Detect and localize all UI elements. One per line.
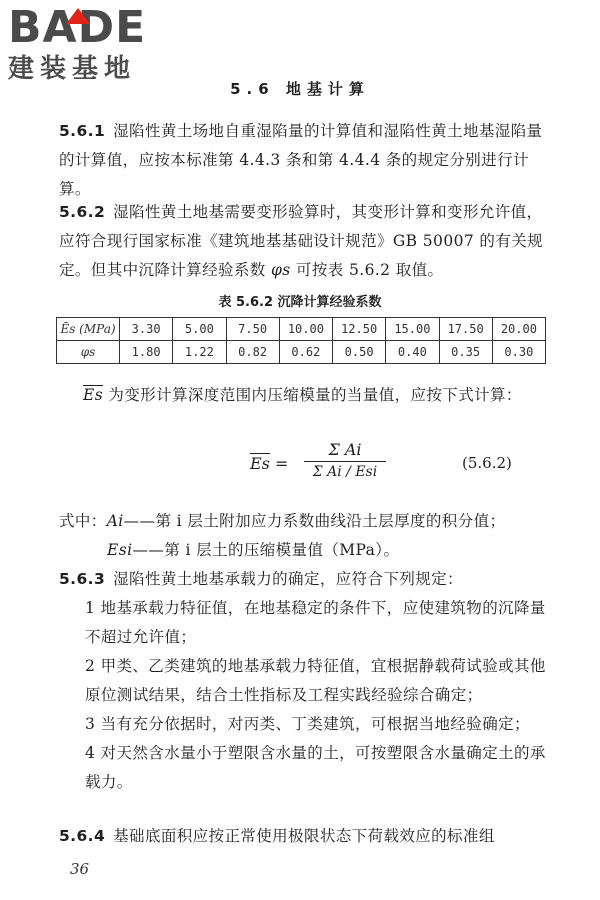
- table-cell: 17.50: [439, 318, 492, 341]
- table-cell: 1.22: [173, 341, 226, 364]
- table-cell: 1.80: [120, 341, 173, 364]
- table-cell: 7.50: [226, 318, 279, 341]
- a-definition: ——第 i 层土附加应力系数曲线沿土层厚度的积分值；: [123, 512, 506, 530]
- table-cell: 3.30: [120, 318, 173, 341]
- list-item: 2 甲类、乙类建筑的地基承载力特征值，宜根据静载荷试验或其他原位测试结果，结合土性指标及工程实践经验综合确定；: [85, 657, 546, 704]
- clause-5-6-1: [59, 117, 549, 204]
- clause-number: 5.6.4: [59, 827, 106, 845]
- formula-lhs: $\overline{Es}$: [250, 454, 270, 473]
- formula-5-6-2: [250, 440, 550, 514]
- table-cell: 0.40: [386, 341, 439, 364]
- a-symbol: Ai: [106, 512, 124, 530]
- logo-main-text: BADE: [8, 2, 147, 53]
- table-title: 表 5.6.2 沉降计算经验系数: [218, 295, 382, 310]
- table-row-header: φs: [57, 341, 120, 364]
- formula-explanation: [59, 381, 549, 410]
- equation-number: (5.6.2): [462, 454, 512, 472]
- table-cell: 0.62: [279, 341, 332, 364]
- formula-denominator: Σ Ai / Esi: [312, 464, 378, 480]
- clause-text: 湿陷性黄土场地自重湿陷量的计算值和湿陷性黄土地基湿陷量的计算值，应按本标准第 4.4.3 条和第 4.4.4 条的规定分别进行计算。: [59, 122, 543, 198]
- table-row: [57, 341, 546, 364]
- clause-text: 基础底面积应按正常使用极限状态下荷载效应的标准组: [113, 827, 495, 845]
- esi-symbol: Esi: [107, 541, 133, 559]
- table-cell: 0.50: [333, 341, 386, 364]
- formula-numerator: Σ Ai: [328, 440, 362, 459]
- clause-5-6-3: [59, 565, 549, 797]
- logo-accent-icon: [66, 8, 90, 24]
- page-number: 36: [70, 860, 90, 878]
- table-cell: 10.00: [279, 318, 332, 341]
- table-cell: 0.82: [226, 341, 279, 364]
- clause-number: 5.6.1: [59, 122, 106, 140]
- es-symbol: $\overline{Es}$: [83, 386, 104, 404]
- logo-sub-text: 建装基地: [8, 54, 137, 84]
- table-cell: 15.00: [386, 318, 439, 341]
- clause-text: 湿陷性黄土地基承载力的确定，应符合下列规定：: [113, 570, 463, 588]
- list-item: 1 地基承载力特征值，在地基稳定的条件下，应使建筑物的沉降量不超过允许值；: [85, 599, 546, 646]
- table-cell: 12.50: [333, 318, 386, 341]
- table-row: [57, 318, 546, 341]
- where-lead: 式中：: [59, 512, 107, 530]
- phi-symbol: φs: [271, 261, 291, 279]
- list-item: 4 对天然含水量小于塑限含水量的土，可按塑限含水量确定土的承载力。: [85, 744, 546, 791]
- section-title: 5.6 地基计算: [230, 80, 370, 98]
- table-cell: 20.00: [492, 318, 545, 341]
- coefficient-table: [56, 317, 546, 364]
- clause-5-6-4: [59, 822, 549, 851]
- clause-5-6-2: [59, 198, 549, 285]
- fraction-bar: [304, 461, 386, 462]
- esi-definition: ——第 i 层土的压缩模量值（MPa）。: [132, 541, 400, 559]
- clause-number: 5.6.3: [59, 570, 106, 588]
- list-item: 3 当有充分依据时，对丙类、丁类建筑，可根据当地经验确定；: [85, 715, 530, 733]
- clause-text: 湿陷性黄土地基需要变形验算时，其变形计算和变形允许值，应符合现行国家标准《建筑地基基础设计规范》GB 50007 的有关规定。但其中沉降计算经验系数: [59, 203, 544, 279]
- table-cell: 0.30: [492, 341, 545, 364]
- explanation-text: 为变形计算深度范围内压缩模量的当量值，应按下式计算：: [103, 386, 522, 404]
- formula-fraction: [300, 440, 390, 480]
- clause-text-tail: 可按表 5.6.2 取值。: [290, 261, 444, 279]
- clause-number: 5.6.2: [59, 203, 106, 221]
- where-clause: [59, 507, 549, 565]
- table-row-header: Ēs (MPa): [57, 318, 120, 341]
- table-cell: 5.00: [173, 318, 226, 341]
- formula-equals: =: [274, 454, 289, 473]
- table-cell: 0.35: [439, 341, 492, 364]
